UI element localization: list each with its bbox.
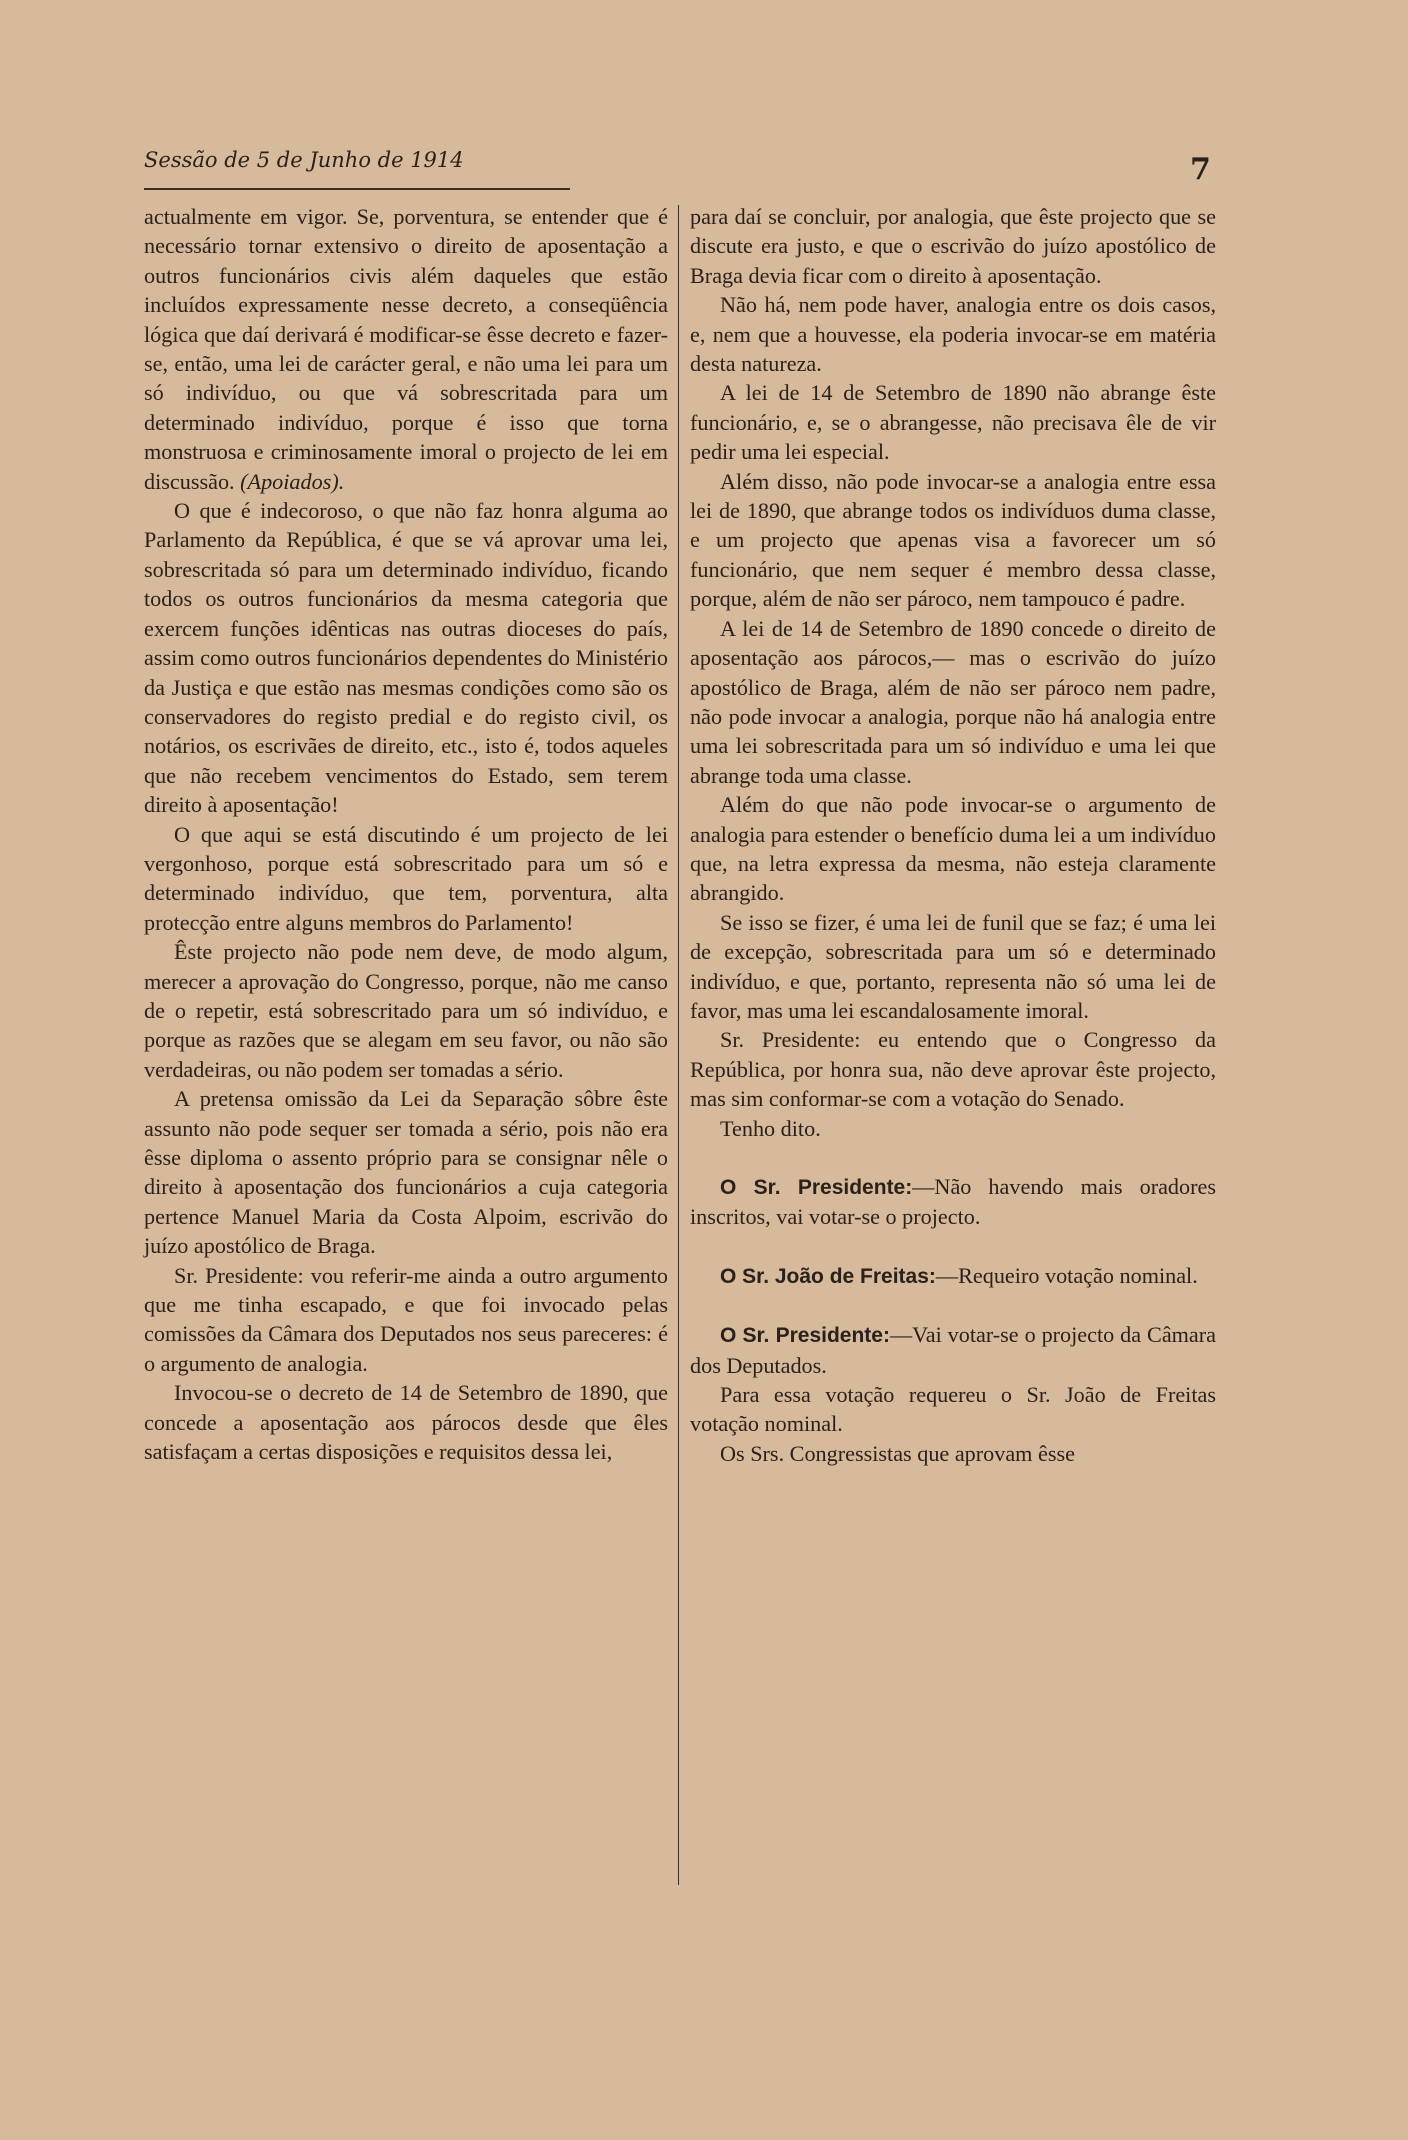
speaker-name: O Sr. Presidente:	[720, 1176, 913, 1199]
paragraph: Para essa votação requereu o Sr. João de Freitas votação nominal.	[690, 1382, 1216, 1437]
speech-text: —Vai votar-se o projecto da Câmara dos Deputados.	[690, 1322, 1217, 1378]
page-number: 7	[1190, 152, 1211, 187]
applause-note: (Apoiados).	[240, 468, 345, 494]
paragraph: A lei de 14 de Setembro de 1890 concede o direito de aposentação aos párocos,— mas o escrivão do juízo apostólico de Braga, além de não ser pároco nem padre, não pode invocar a analogia, porque não há analogia entre uma lei sobrescritada para um só indivíduo e uma lei que abrange toda uma classe.	[690, 615, 1216, 788]
speaker-name: O Sr. Presidente:	[720, 1324, 890, 1348]
paragraph: A lei de 14 de Setembro de 1890 não abrange êste funcionário, e, se o abrangesse, não precisava êle de vir pedir uma lei especial.	[690, 380, 1216, 465]
speech-paragraph	[690, 1261, 1216, 1291]
paragraph: Se isso se fizer, é uma lei de funil que se faz; é uma lei de excepção, sobrescritada para um só e determinado indivíduo, e que, portanto, representa não só uma lei de favor, mas uma lei escandalosamente imoral.	[690, 909, 1216, 1023]
paragraph: Não há, nem pode haver, analogia entre os dois casos, e, nem que a houvesse, ela poderia invocar-se em matéria desta natureza.	[690, 292, 1216, 377]
paragraph: actualmente em vigor. Se, porventura, se entender que é necessário tornar extensivo o direito de aposentação a outros funcionários civis além daqueles que estão incluídos expressamente nesse decreto, a conseqüência lógica que daí derivará é modificar-se êsse decreto e fazer-se, então, uma lei de carácter geral, e não uma lei para um só indivíduo, ou que vá sobrescritada para um determinado indivíduo, porque é isso que torna monstruosa e criminosamente imoral o projecto de lei em discussão. (Apoiados).	[144, 204, 668, 494]
header-rule	[144, 188, 570, 190]
paragraph: Sr. Presidente: eu entendo que o Congresso da República, por honra sua, não deve aprovar êste projecto, mas sim conformar-se com a votação do Senado.	[690, 1027, 1216, 1112]
column-divider	[678, 205, 679, 1885]
paragraph: Os Srs. Congressistas que aprovam êsse	[720, 1440, 1075, 1466]
right-column	[690, 202, 1216, 1468]
paragraph: Sr. Presidente: vou referir-me ainda a outro argumento que me tinha escapado, e que foi invocado pelas comissões da Câmara dos Deputados nos seus pareceres: é o argumento de analogia.	[144, 1262, 668, 1376]
paragraph: Além do que não pode invocar-se o argumento de analogia para estender o benefício duma lei a um indivíduo que, na letra expressa da mesma, não esteja claramente abrangido.	[690, 792, 1216, 906]
speech-paragraph	[690, 1320, 1216, 1380]
speech-text: —Não havendo mais oradores inscritos, vai votar-se o projecto.	[690, 1174, 1216, 1230]
running-head: Sessão de 5 de Junho de 1914	[144, 148, 464, 172]
paragraph: Invocou-se o decreto de 14 de Setembro de 1890, que concede a aposentação aos párocos desde que êles satisfaçam a certas disposições e requisitos dessa lei,	[144, 1380, 668, 1465]
speech-text: —Requeiro votação nominal.	[935, 1262, 1198, 1288]
paragraph: O que é indecoroso, o que não faz honra alguma ao Parlamento da República, é que se vá aprovar uma lei, sobrescritada só para um determinado indivíduo, ficando todos os outros funcionários da mesma categoria que exercem funções idênticas nas outras dioceses do país, assim como outros funcionários dependentes do Ministério da Justiça e que estão nas mesmas condições como são os conservadores do registo predial e do registo civil, os notários, os escrivães de direito, etc., isto é, todos aqueles que não recebem vencimentos do Estado, sem terem direito à aposentação!	[144, 498, 668, 818]
speech-paragraph	[690, 1172, 1216, 1232]
paragraph: para daí se concluir, por analogia, que êste projecto que se discute era justo, e que o escrivão do juízo apostólico de Braga devia ficar com o direito à aposentação.	[690, 204, 1216, 288]
paragraph: A pretensa omissão da Lei da Separação sôbre êste assunto não pode sequer ser tomada a sério, pois não era êsse diploma o assento próprio para se consignar nêle o direito à aposentação dos funcionários a cuja categoria pertence Manuel Maria da Costa Alpoim, escrivão do juízo apostólico de Braga.	[144, 1086, 668, 1259]
paragraph: Além disso, não pode invocar-se a analogia entre essa lei de 1890, que abrange todos os indivíduos duma classe, e um projecto que apenas visa a favorecer um só funcionário, que nem sequer é membro dessa classe, porque, além de não ser pároco, nem tampouco é padre.	[690, 468, 1216, 612]
left-column	[144, 202, 668, 1466]
speaker-name: O Sr. João de Freitas:	[720, 1264, 936, 1288]
paragraph: O que aqui se está discutindo é um projecto de lei vergonhoso, porque está sobrescritado para um só e determinado indivíduo, que tem, porventura, alta protecção entre alguns membros do Parlamento!	[144, 821, 668, 935]
paragraph: Êste projecto não pode nem deve, de modo algum, merecer a aprovação do Congresso, porque, não me canso de o repetir, está sobrescritado para um só indivíduo, e porque as razões que se alegam em seu favor, ou não são verdadeiras, ou não podem ser tomadas a sério.	[144, 939, 668, 1082]
paragraph: Tenho dito.	[720, 1115, 821, 1141]
